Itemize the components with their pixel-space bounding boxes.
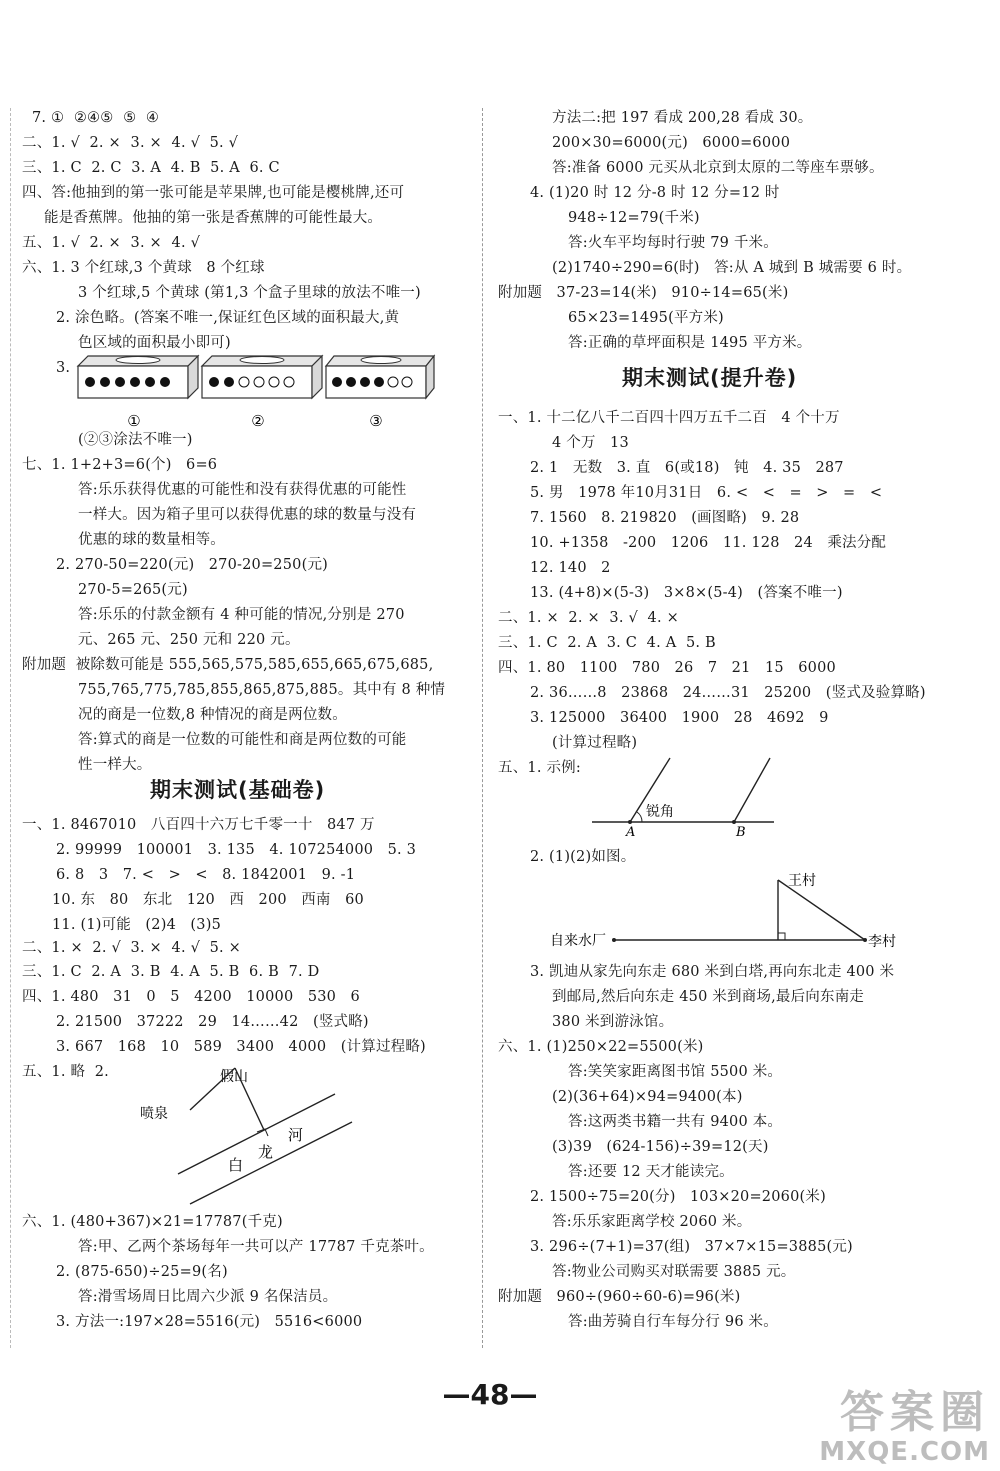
answer-line: 答:滑雪场周日比周六少派 9 名保洁员。 (78, 1289, 338, 1305)
map-label: 白 (228, 1156, 244, 1174)
answer-line: 答:还要 12 天才能读完。 (568, 1164, 734, 1180)
answer-line: 200×30=6000(元) 6000=6000 (552, 135, 791, 151)
answer-line: (②③涂法不唯一) (78, 432, 193, 448)
ball-box-3 (326, 356, 434, 428)
answer-line: 四、1. 480 31 0 5 4200 10000 530 6 (22, 989, 360, 1005)
answer-line: 答:准备 6000 元买从北京到太原的二等座车票够。 (552, 160, 884, 176)
answer-line: 附加题 960÷(960÷60-6)=96(米) (498, 1289, 741, 1305)
answer-line: 5. 男 1978 年10月31日 6. < < = > = < (530, 485, 883, 501)
answer-line: 2. 99999 100001 3. 135 4. 107254000 5. 3 (56, 842, 417, 858)
answer-line: 10. +1358 -200 1206 11. 128 24 乘法分配 (530, 535, 887, 551)
angle-label: 锐角 (646, 804, 674, 820)
answer-line: 答:乐乐家距离学校 2060 米。 (552, 1214, 752, 1230)
answer-line: 优惠的球的数量相等。 (78, 532, 225, 548)
answer-line: 3. 125000 36400 1900 28 4692 9 (530, 710, 829, 726)
answer-line: 4 个万 13 (552, 435, 629, 451)
answer-line: 三、1. C 2. A 3. B 4. A 5. B 6. B 7. D (22, 964, 320, 980)
answer-line: 755,765,775,785,855,865,875,885。其中有 8 种情 (78, 682, 446, 698)
answer-line: 270-5=265(元) (78, 582, 188, 598)
answer-line: 四、1. 80 1100 780 26 7 21 15 6000 (498, 660, 836, 676)
answer-line: 3. (56, 360, 71, 376)
answer-line: 3. 667 168 10 589 3400 4000 (计算过程略) (56, 1039, 426, 1055)
answer-line: 答:算式的商是一位数的可能性和商是两位数的可能 (78, 732, 407, 748)
point-label: A (626, 825, 636, 840)
watermark (819, 1387, 990, 1467)
left-margin-rule (10, 108, 11, 1348)
watermark-url: MXQE.COM (819, 1437, 990, 1467)
answer-line: 2. 36……8 23868 24……31 25200 (竖式及验算略) (530, 685, 926, 701)
answer-line: 六、1. 3 个红球,3 个黄球 8 个红球 (22, 260, 265, 276)
answer-line: 2. 涂色略。(答案不唯一,保证红色区域的面积最大,黄 (56, 310, 400, 326)
map-label: 李村 (868, 934, 896, 950)
box-label: ② (251, 412, 265, 428)
ball-box-2 (202, 356, 322, 428)
answer-line: 12. 140 2 (530, 560, 611, 576)
answer-line: 答:乐乐获得优惠的可能性和没有获得优惠的可能性 (78, 482, 407, 498)
answer-line: 2. (875-650)÷25=9(名) (56, 1264, 228, 1280)
answer-line: 四、答:他抽到的第一张可能是苹果牌,也可能是樱桃牌,还可 (22, 185, 405, 201)
answer-line: 答:乐乐的付款金额有 4 种可能的情况,分别是 270 (78, 607, 405, 623)
box-label: ③ (369, 412, 383, 428)
river-map-figure (130, 1060, 370, 1210)
answer-line: 色区域的面积最小即可) (78, 335, 231, 351)
answer-line: 二、1. √ 2. × 3. × 4. √ 5. √ (22, 135, 239, 151)
answer-line: 六、1. (480+367)×21=17787(千克) (22, 1214, 283, 1230)
answer-line: 2. 21500 37222 29 14……42 (竖式略) (56, 1014, 369, 1030)
column-divider (482, 108, 483, 1348)
answer-line: 附加题 被除数可能是 555,565,575,585,655,665,675,685, (22, 657, 434, 673)
map-label: 喷泉 (140, 1106, 168, 1122)
map-label: 王村 (788, 873, 816, 889)
section-title-basic: 期末测试(基础卷) (150, 778, 326, 802)
answer-line: 11. (1)可能 (2)4 (3)5 (52, 917, 221, 933)
answer-line: (计算过程略) (552, 735, 638, 751)
answer-line: 10. 东 80 东北 120 西 200 西南 60 (52, 892, 364, 908)
map-label: 龙 (258, 1143, 274, 1161)
answer-line: 到邮局,然后向东走 450 米到商场,最后向东南走 (552, 989, 865, 1005)
answer-line: 二、1. × 2. × 3. √ 4. × (498, 610, 679, 626)
answer-line: 性一样大。 (78, 757, 152, 773)
perpendicular-line (235, 1068, 264, 1130)
point-label: B (736, 825, 746, 840)
map-label: 河 (288, 1126, 304, 1144)
answer-line: 一、1. 8467010 八百四十六万七千零一十 847 万 (22, 817, 375, 833)
answer-line: 2. 1 无数 3. 直 6(或18) 钝 4. 35 287 (530, 460, 844, 476)
answer-line: 6. 8 3 7. < > < 8. 1842001 9. -1 (56, 867, 356, 883)
answer-line: 948÷12=79(千米) (568, 210, 700, 226)
answer-line: 况的商是一位数,8 种情况的商是两位数。 (78, 707, 347, 723)
answer-line: 五、1. 示例: (498, 760, 581, 776)
answer-line: 二、1. × 2. √ 3. × 4. √ 5. × (22, 940, 242, 956)
answer-line: 七、1. 1+2+3=6(个) 6=6 (22, 457, 218, 473)
answer-line: 3. 296÷(7+1)=37(组) 37×7×15=3885(元) (530, 1239, 853, 1255)
answer-line: 三、1. C 2. A 3. C 4. A 5. B (498, 635, 716, 651)
answer-line: 五、1. 略 2. (22, 1064, 109, 1080)
map-label: 自来水厂 (550, 933, 606, 949)
watermark-logo-text: 答案圈 (840, 1387, 990, 1438)
ray-b (734, 758, 770, 822)
answer-line: 五、1. √ 2. × 3. × 4. √ (22, 235, 201, 251)
village-map-figure (548, 868, 908, 954)
answer-line: 方法二:把 197 看成 200,28 看成 30。 (552, 110, 813, 126)
answer-line: 三、1. C 2. C 3. A 4. B 5. A 6. C (22, 160, 280, 176)
answer-line: 3. 方法一:197×28=5516(元) 5516<6000 (56, 1314, 363, 1330)
answer-line: 2. (1)(2)如图。 (530, 849, 636, 865)
box-label: ① (127, 412, 141, 428)
answer-line: 附加题 37-23=14(米) 910÷14=65(米) (498, 285, 789, 301)
answer-line: 元、265 元、250 元和 220 元。 (78, 632, 300, 648)
answer-line: 答:甲、乙两个茶场每年一共可以产 17787 千克茶叶。 (78, 1239, 434, 1255)
answer-line: 一、1. 十二亿八千二百四十四万五千二百 4 个十万 (498, 410, 840, 426)
answer-line: 能是香蕉牌。他抽的第一张是香蕉牌的可能性最大。 (44, 210, 383, 226)
answer-line: (3)39 (624-156)÷39=12(天) (552, 1139, 769, 1155)
answer-line: 7. ① ②④⑤ ⑤ ④ (32, 110, 160, 126)
answer-line: 2. 270-50=220(元) 270-20=250(元) (56, 557, 329, 573)
answer-line: 答:这两类书籍一共有 9400 本。 (568, 1114, 783, 1130)
answer-line: 答:火车平均每时行驶 79 千米。 (568, 235, 778, 251)
river-bank-line (190, 1122, 352, 1204)
answer-line: 3. 凯迪从家先向东走 680 米到白塔,再向东北走 400 米 (530, 964, 895, 980)
answer-line: 答:笑笑家距离图书馆 5500 米。 (568, 1064, 783, 1080)
answer-line: 六、1. (1)250×22=5500(米) (498, 1039, 704, 1055)
answer-line: 380 米到游泳馆。 (552, 1014, 674, 1030)
answer-line: 答:正确的草坪面积是 1495 平方米。 (568, 335, 812, 351)
answer-line: 一样大。因为箱子里可以获得优惠的球的数量与没有 (78, 507, 417, 523)
answer-line: (2)1740÷290=6(时) 答:从 A 城到 B 城需要 6 时。 (552, 260, 912, 276)
ball-box-1 (78, 356, 198, 428)
answer-line: (2)(36+64)×94=9400(本) (552, 1089, 743, 1105)
acute-angle-figure (588, 752, 788, 840)
answer-line: 4. (1)20 时 12 分-8 时 12 分=12 时 (530, 185, 780, 201)
answer-line: 65×23=1495(平方米) (568, 310, 724, 326)
path-line (190, 1068, 235, 1110)
answer-line: 7. 1560 8. 219820 (画图略) 9. 28 (530, 510, 800, 526)
diagonal-line (778, 880, 865, 940)
page-number: —48— (442, 1378, 538, 1411)
map-label: 假山 (220, 1069, 248, 1085)
answer-line: 13. (4+8)×(5-3) 3×8×(5-4) (答案不唯一) (530, 585, 843, 601)
section-title-advanced: 期末测试(提升卷) (622, 366, 798, 390)
river-bank-line (178, 1094, 335, 1174)
answer-line: 答:曲芳骑自行车每分行 96 米。 (568, 1314, 778, 1330)
answer-line: 2. 1500÷75=20(分) 103×20=2060(米) (530, 1189, 826, 1205)
answer-line: 答:物业公司购买对联需要 3885 元。 (552, 1264, 796, 1280)
ball-boxes-figure (76, 346, 436, 428)
answer-line: 3 个红球,5 个黄球 (第1,3 个盒子里球的放法不唯一) (78, 285, 421, 301)
